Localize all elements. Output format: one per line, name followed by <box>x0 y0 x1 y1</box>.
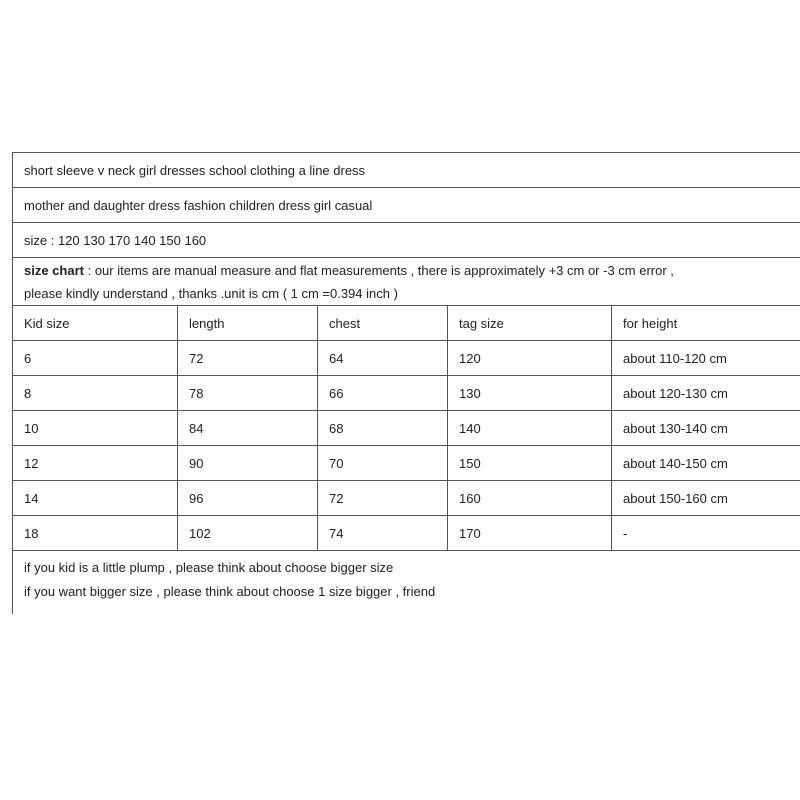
footer-notes-row <box>13 551 800 615</box>
sizes-row <box>13 223 800 258</box>
table-cell: 68 <box>318 411 448 446</box>
table-cell: 96 <box>178 481 318 516</box>
footer-note-2: if you want bigger size , please think about choose 1 size bigger , friend <box>24 584 436 599</box>
table-row <box>13 446 800 481</box>
size-chart-note-text-1: : our items are manual measure and flat measurements , there is approximately +3 cm or -3 cm error , <box>83 262 674 278</box>
table-cell: about 150-160 cm <box>612 481 800 516</box>
size-chart-note <box>13 258 800 306</box>
table-cell: about 140-150 cm <box>612 446 800 481</box>
column-header-for-height: for height <box>612 306 800 341</box>
table-cell: 72 <box>318 481 448 516</box>
table-cell: 170 <box>448 516 612 551</box>
size-chart-label: size chart <box>24 262 84 278</box>
table-cell: 160 <box>448 481 612 516</box>
table-cell: 78 <box>178 376 318 411</box>
table-cell: 140 <box>448 411 612 446</box>
column-header-tag-size: tag size <box>448 306 612 341</box>
table-cell: 84 <box>178 411 318 446</box>
title-row <box>13 153 800 188</box>
table-cell: 150 <box>448 446 612 481</box>
table-cell: 130 <box>448 376 612 411</box>
table-cell: 12 <box>13 446 178 481</box>
table-row <box>13 376 800 411</box>
table-cell: 64 <box>318 341 448 376</box>
column-header-length: length <box>178 306 318 341</box>
table-cell: 120 <box>448 341 612 376</box>
table-cell: 90 <box>178 446 318 481</box>
sizes-line: size : 120 130 170 140 150 160 <box>13 223 800 258</box>
footer-note-1: if you kid is a little plump , please think about choose bigger size <box>24 560 394 575</box>
table-cell: 14 <box>13 481 178 516</box>
size-chart-note-row <box>13 258 800 306</box>
column-header-kid-size: Kid size <box>13 306 178 341</box>
size-chart-note-line-1 <box>24 259 800 282</box>
table-row <box>13 516 800 551</box>
table-cell: 72 <box>178 341 318 376</box>
table-cell: 74 <box>318 516 448 551</box>
table-row <box>13 481 800 516</box>
table-cell: 18 <box>13 516 178 551</box>
table-cell: about 130-140 cm <box>612 411 800 446</box>
subtitle-line: mother and daughter dress fashion children dress girl casual <box>13 188 800 223</box>
table-cell: - <box>612 516 800 551</box>
title-line: short sleeve v neck girl dresses school clothing a line dress <box>13 153 800 188</box>
table-cell: 8 <box>13 376 178 411</box>
table-cell: 70 <box>318 446 448 481</box>
table-cell: 102 <box>178 516 318 551</box>
product-spec-sheet <box>12 152 800 614</box>
table-cell: about 110-120 cm <box>612 341 800 376</box>
table-row <box>13 341 800 376</box>
subtitle-row <box>13 188 800 223</box>
column-header-chest: chest <box>318 306 448 341</box>
spec-table <box>12 152 800 614</box>
table-cell: 6 <box>13 341 178 376</box>
table-row <box>13 411 800 446</box>
size-chart-note-text-2: please kindly understand , thanks .unit is cm ( 1 cm =0.394 inch ) <box>24 285 398 301</box>
footer-notes <box>13 551 800 615</box>
table-cell: 66 <box>318 376 448 411</box>
table-header-row <box>13 306 800 341</box>
table-cell: 10 <box>13 411 178 446</box>
table-cell: about 120-130 cm <box>612 376 800 411</box>
